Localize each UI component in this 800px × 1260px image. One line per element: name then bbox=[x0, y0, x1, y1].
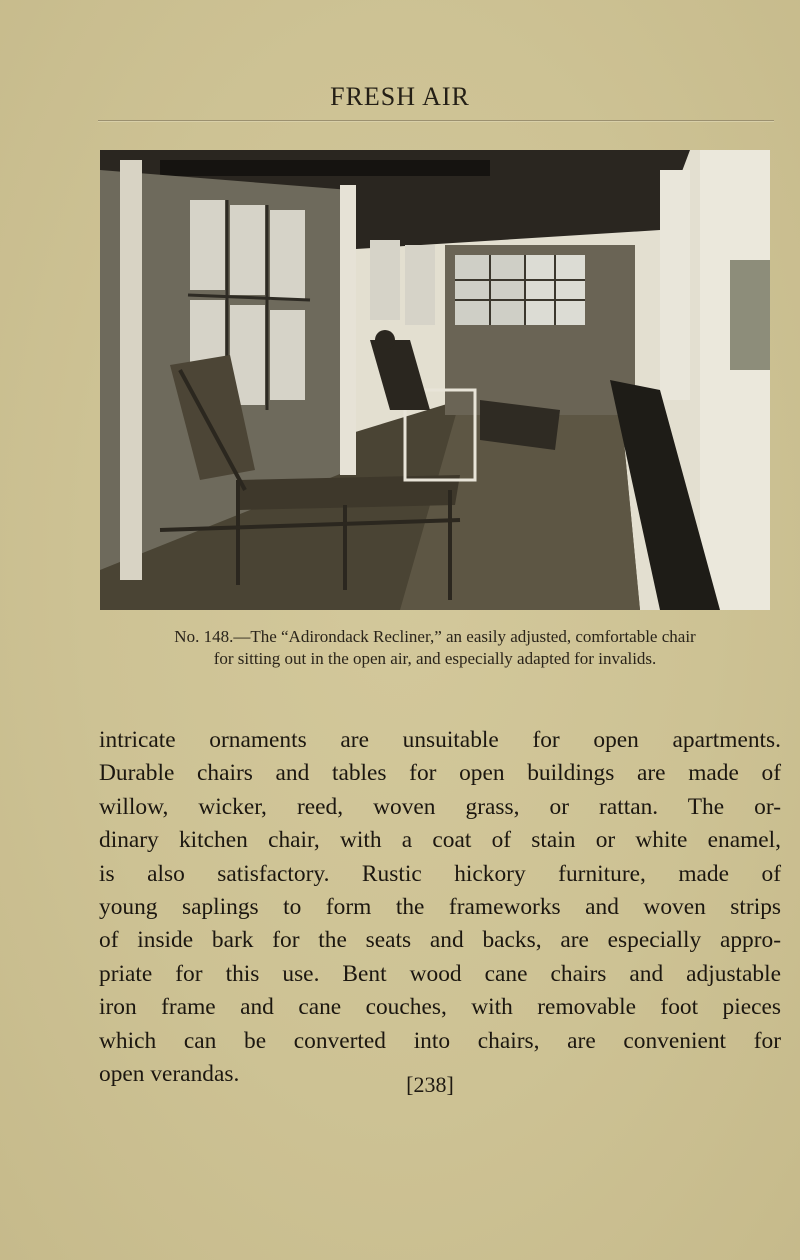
body-line: willow, wicker, reed, woven grass, or rattan. The or- bbox=[99, 793, 781, 820]
body-line: iron frame and cane couches, with removable foot pieces bbox=[99, 994, 781, 1021]
page-number: [238] bbox=[406, 1072, 454, 1097]
body-line: of inside bark for the seats and backs, are especially appro- bbox=[99, 927, 781, 954]
body-line: which can be converted into chairs, are convenient for bbox=[99, 1027, 781, 1054]
body-line: dinary kitchen chair, with a coat of stain or white enamel, bbox=[99, 827, 781, 854]
running-head: FRESH AIR bbox=[330, 82, 470, 111]
body-paragraph bbox=[99, 724, 781, 1091]
body-line: priate for this use. Bent wood cane chairs and adjustable bbox=[99, 960, 781, 987]
caption-line-2: for sitting out in the open air, and especially adapted for invalids. bbox=[213, 649, 657, 668]
header-rule bbox=[98, 120, 774, 122]
body-line: Durable chairs and tables for open buildings are made of bbox=[99, 760, 781, 787]
body-line: is also satisfactory. Rustic hickory furniture, made of bbox=[99, 860, 781, 887]
body-line: intricate ornaments are unsuitable for open apartments. bbox=[99, 727, 781, 753]
body-line: open verandas. bbox=[99, 1061, 240, 1088]
figure-caption bbox=[100, 626, 770, 670]
body-line: young saplings to form the frameworks and woven strips bbox=[99, 894, 781, 921]
caption-line-1: No. 148.—The “Adirondack Recliner,” an easily adjusted, comfortable chair bbox=[174, 627, 696, 646]
figure-photograph-porch bbox=[100, 150, 770, 610]
